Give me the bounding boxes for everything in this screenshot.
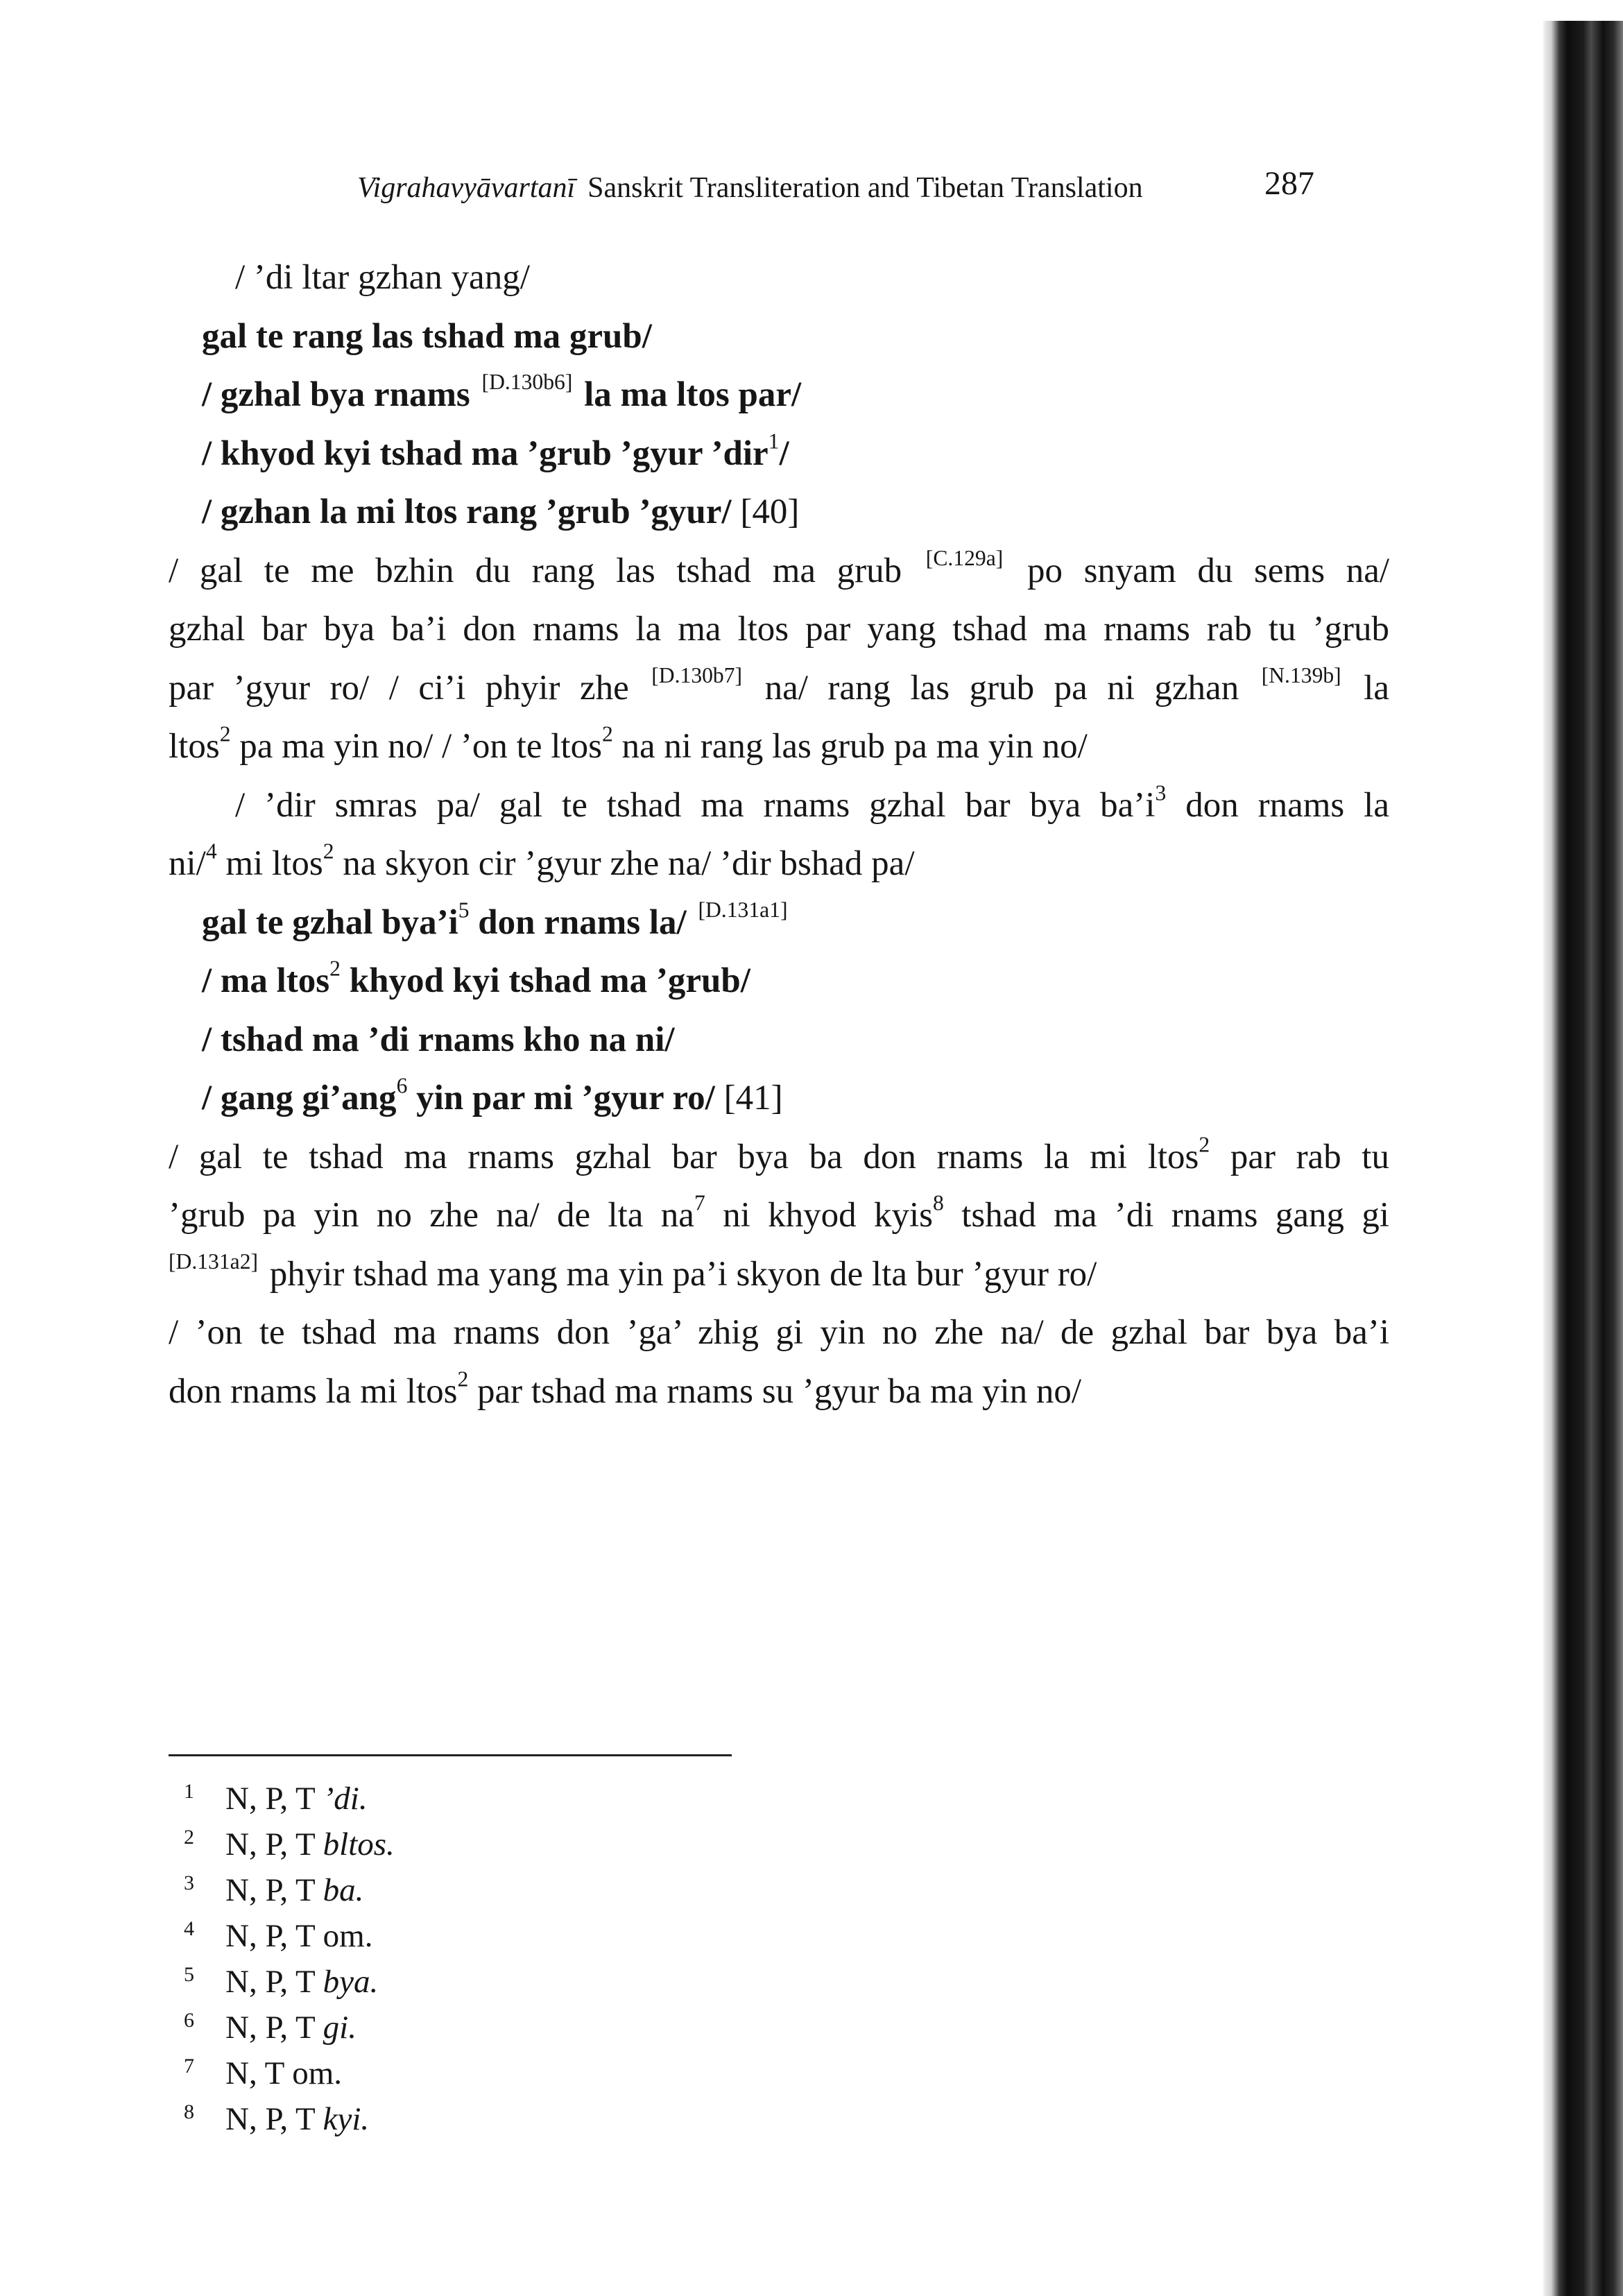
verse-number: [40] xyxy=(740,492,800,531)
footnote: 1 N, P, T ’di. xyxy=(184,1780,368,1817)
footnote: 5 N, P, T bya. xyxy=(184,1963,379,2000)
footnote-marker: 1 xyxy=(768,428,780,453)
folio-ref: [D.130b7] xyxy=(651,662,743,687)
text-line: / gal te me bzhin du rang las tshad ma grub [C.129a] po snyam du sems na/ xyxy=(169,545,1390,590)
footnotes xyxy=(184,1772,395,2139)
footnote: 3 N, P, T ba. xyxy=(184,1871,364,1908)
page-edge-shadow xyxy=(1543,21,1623,2296)
text-line: ltos$^2$ pa ma yin no/ / ’on te ltos$^2$ na ni rang las grub pa ma yin no/ xyxy=(169,721,1088,766)
verse-line: / gang gi’ang$^6$ yin par mi ’gyur ro/ [41] xyxy=(202,1073,783,1117)
folio-ref: [D.130b6] xyxy=(481,370,573,395)
verse-line: / tshad ma ’di rnams kho na ni/ xyxy=(202,1020,675,1059)
text-line: ’grub pa yin no zhe na/ de lta $na^7$ ni khyod kyis$^8$ tshad ma ’di rnams gang gi xyxy=(169,1190,1390,1235)
text-line: / gal te tshad ma rnams gzhal bar bya ba don rnams la mi ltos$^2$ par rab tu xyxy=(169,1131,1389,1176)
folio-ref: [D.131a1] xyxy=(698,897,788,922)
footnote-marker: 2 xyxy=(1199,1131,1210,1156)
work-title: Vigrahavyāvartanī xyxy=(357,172,576,204)
footnote: 2 N, P, T bltos. xyxy=(184,1826,395,1862)
text-line: gzhal bar bya ba’i don rnams la ma ltos par yang tshad ma rnams rab tu ’grub xyxy=(169,610,1389,649)
footnote: 6 N, P, T gi. xyxy=(184,2009,357,2046)
verse-number: [41] xyxy=(723,1079,783,1117)
footnote-marker: 2 xyxy=(601,721,613,746)
footnote: 8 N, P, T kyi. xyxy=(184,2100,370,2137)
running-head xyxy=(357,165,1314,206)
footnote-marker: 4 xyxy=(205,839,217,864)
page-number: 287 xyxy=(1264,165,1314,202)
verse-line: / gzhal bya rnams [D.130b6] la ma ltos par/ xyxy=(202,370,802,414)
text-line: / ’di ltar gzhan yang/ xyxy=(235,258,530,297)
main-text xyxy=(169,248,1389,1421)
text-line: don rnams la mi ltos$^2$ par tshad ma rnams su ’gyur ba ma yin no/ xyxy=(169,1366,1082,1411)
verse-line: / ma ltos$^2$ khyod kyi tshad ma ’grub/ xyxy=(202,956,750,1000)
verse-line: gal te gzhal $bya’i^5$ don rnams la/ [D.131a1] xyxy=(202,897,788,942)
footnote-marker: 2 xyxy=(219,721,231,746)
footnote-marker: 8 xyxy=(933,1190,944,1215)
footnote-divider xyxy=(169,1754,732,1756)
footnote-marker: 3 xyxy=(1155,780,1167,805)
folio-ref: [D.131a2] xyxy=(169,1249,259,1274)
text-line: ni/$^4$ mi ltos$^2$ na skyon cir ’gyur zhe na/ ’dir bshad pa/ xyxy=(169,839,915,883)
folio-ref: [N.139b] xyxy=(1261,662,1341,687)
footnote-marker: 5 xyxy=(458,897,470,922)
footnote-marker: 7 xyxy=(694,1190,705,1215)
folio-ref: [C.129a] xyxy=(925,545,1004,570)
footnote-marker: 2 xyxy=(457,1366,469,1391)
text-line: / ’on te tshad ma rnams don ’ga’ zhig gi yin no zhe na/ de gzhal bar bya ba’i xyxy=(169,1313,1389,1352)
verse-line: / gzhan la mi ltos rang ’grub ’gyur/ [40] xyxy=(202,492,800,531)
verse-line: gal te rang las tshad ma grub/ xyxy=(202,316,652,356)
text-line: / ’dir smras pa/ gal te tshad ma rnams gzhal bar bya $ba’i^3$ don rnams la xyxy=(235,780,1389,825)
footnote-marker: 2 xyxy=(323,839,334,864)
footnote-marker: 6 xyxy=(396,1073,408,1098)
text-line: par ’gyur ro/ / ci’i phyir zhe [D.130b7] na/ rang las grub pa ni gzhan [N.139b] la xyxy=(169,662,1390,708)
header-description: Sanskrit Transliteration and Tibetan Translation xyxy=(587,172,1143,204)
text-line: [D.131a2] phyir tshad ma yang ma yin pa’i skyon de lta bur ’gyur ro/ xyxy=(169,1249,1097,1294)
footnote-marker: 2 xyxy=(329,956,341,981)
verse-line: / khyod kyi tshad ma ’grub ’gyur ’dir$^1$/ xyxy=(202,428,789,473)
footnote: 4 N, P, T om. xyxy=(184,1917,373,1954)
footnote: 7 N, T om. xyxy=(184,2055,343,2091)
